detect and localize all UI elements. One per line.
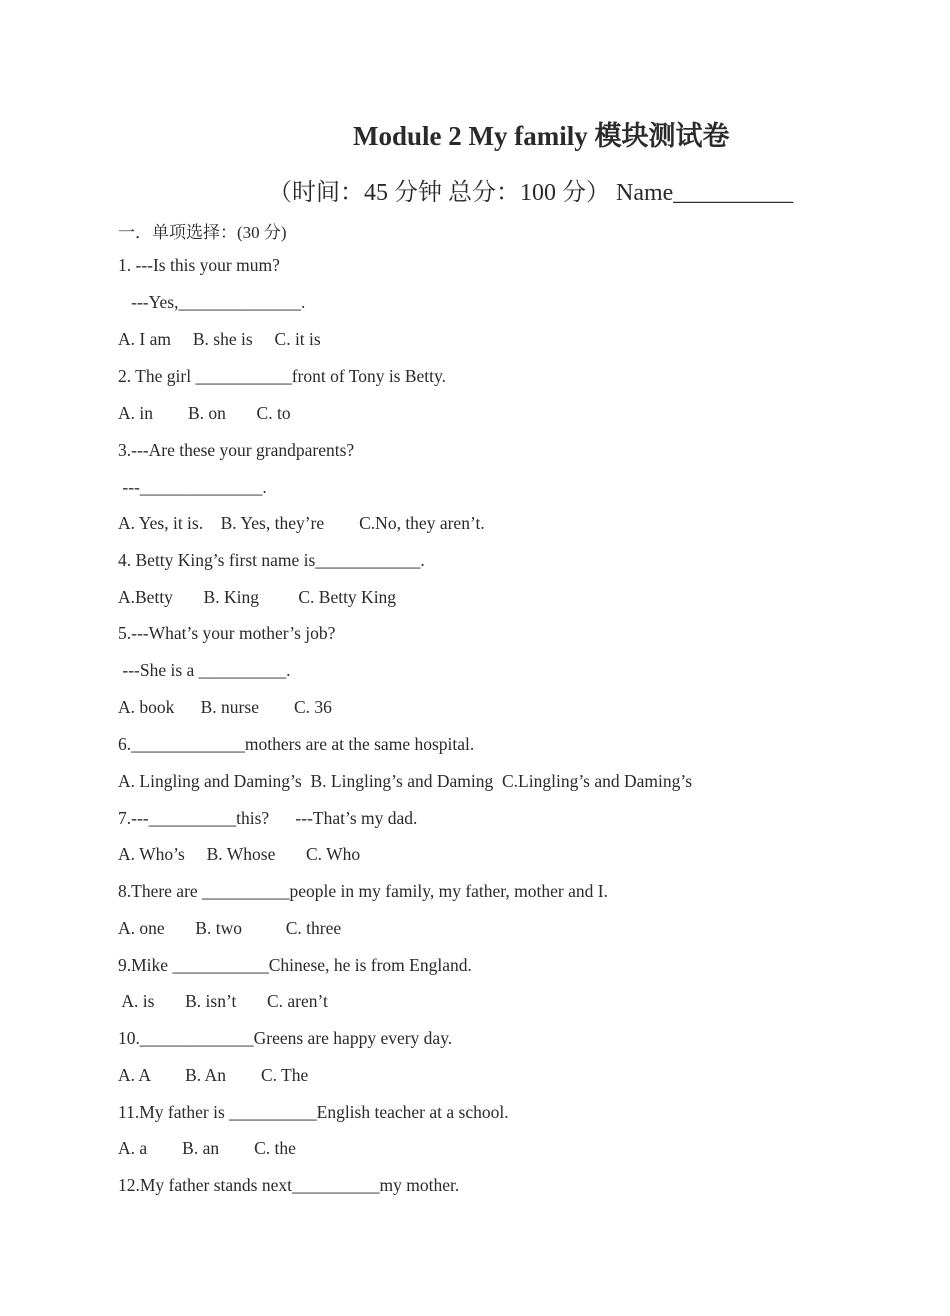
question-line: 11.My father is __________English teacher at a school. (118, 1102, 509, 1122)
options-line: A. one B. two C. three (118, 918, 342, 938)
question-line: 6._____________mothers are at the same hospital. (118, 734, 475, 754)
options-line: A. Lingling and Daming’s B. Lingling’s and Daming C.Lingling’s and Daming’s (118, 771, 693, 791)
question-line: 12.My father stands next__________my mother. (118, 1175, 460, 1195)
options-line: A. is B. isn’t C. aren’t (118, 991, 328, 1011)
options-line: A. Who’s B. Whose C. Who (118, 844, 361, 864)
exam-info: （时间：45 分钟 总分：100 分） Name__________ (268, 180, 794, 206)
question-line: 1. ---Is this your mum? (118, 255, 280, 275)
options-line: A. Yes, it is. B. Yes, they’re C.No, they aren’t. (118, 513, 485, 533)
options-line: A. book B. nurse C. 36 (118, 697, 332, 717)
page-title: Module 2 My family 模块测试卷 (353, 121, 730, 151)
question-line: 10._____________Greens are happy every day. (118, 1028, 453, 1048)
question-line: 4. Betty King’s first name is____________. (118, 550, 425, 570)
question-line: 9.Mike ___________Chinese, he is from England. (118, 955, 472, 975)
question-line: 7.---__________this? ---That’s my dad. (118, 808, 418, 828)
question-line: 5.---What’s your mother’s job? (118, 623, 336, 643)
question-line: ---She is a __________. (118, 660, 291, 680)
options-line: A. in B. on C. to (118, 403, 291, 423)
question-line: ---Yes,______________. (118, 292, 306, 312)
options-line: A.Betty B. King C. Betty King (118, 587, 397, 607)
question-line: ---______________. (118, 477, 267, 497)
options-line: A. I am B. she is C. it is (118, 329, 321, 349)
question-line: 2. The girl ___________front of Tony is Betty. (118, 366, 447, 386)
question-line: 3.---Are these your grandparents? (118, 440, 355, 460)
options-line: A. a B. an C. the (118, 1138, 296, 1158)
section-heading: 一．单项选择：(30 分) (118, 223, 287, 242)
question-line: 8.There are __________people in my family, my father, mother and I. (118, 881, 608, 901)
options-line: A. A B. An C. The (118, 1065, 309, 1085)
